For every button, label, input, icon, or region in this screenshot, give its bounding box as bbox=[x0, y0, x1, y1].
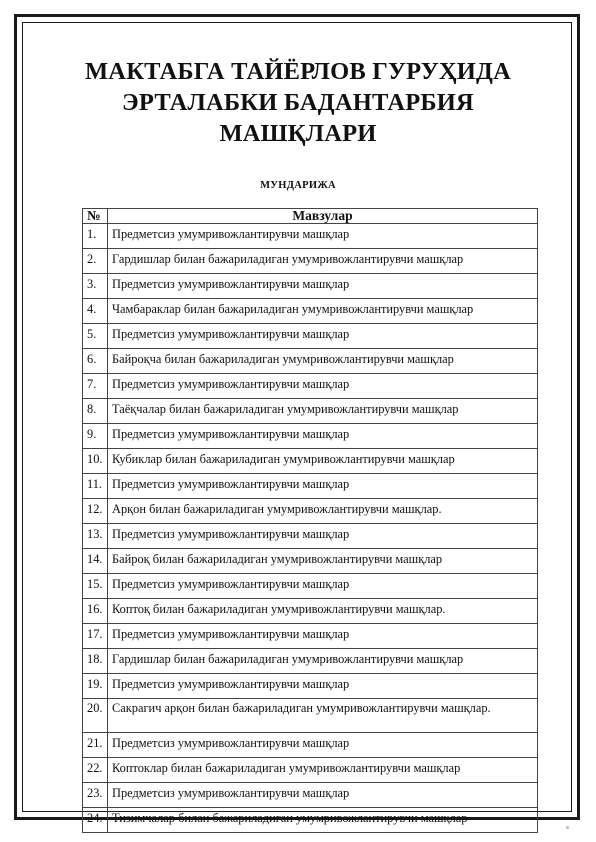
table-row bbox=[83, 274, 538, 299]
row-number: 3. bbox=[83, 274, 108, 299]
table-row bbox=[83, 474, 538, 499]
row-topic: Байроқча билан бажариладиган умумривожлантирувчи машқлар bbox=[108, 349, 538, 374]
row-topic: Таёқчалар билан бажариладиган умумривожлантирувчи машқлар bbox=[108, 399, 538, 424]
row-number: 24. bbox=[83, 808, 108, 833]
row-number: 11. bbox=[83, 474, 108, 499]
row-topic: Чамбараклар билан бажариладиган умумривожлантирувчи машқлар bbox=[108, 299, 538, 324]
table-row bbox=[83, 524, 538, 549]
row-topic: Предметсиз умумривожлантирувчи машқлар bbox=[108, 524, 538, 549]
row-topic: Предметсиз умумривожлантирувчи машқлар bbox=[108, 224, 538, 249]
row-topic: Предметсиз умумривожлантирувчи машқлар bbox=[108, 424, 538, 449]
row-topic: Гардишлар билан бажариладиган умумривожлантирувчи машқлар bbox=[108, 649, 538, 674]
table-header-row bbox=[83, 209, 538, 224]
row-number: 13. bbox=[83, 524, 108, 549]
table-row bbox=[83, 549, 538, 574]
table-row bbox=[83, 783, 538, 808]
table-row bbox=[83, 574, 538, 599]
row-topic: Предметсиз умумривожлантирувчи машқлар bbox=[108, 374, 538, 399]
row-number: 2. bbox=[83, 249, 108, 274]
table-row bbox=[83, 349, 538, 374]
row-number: 12. bbox=[83, 499, 108, 524]
row-topic: Предметсиз умумривожлантирувчи машқлар bbox=[108, 674, 538, 699]
page-mark bbox=[566, 826, 569, 829]
table-body bbox=[83, 224, 538, 833]
row-topic: Тизимчалар билан бажариладиган умумривожлантирувчи машқлар bbox=[108, 808, 538, 833]
table-row bbox=[83, 374, 538, 399]
row-topic: Предметсиз умумривожлантирувчи машқлар bbox=[108, 733, 538, 758]
row-number: 15. bbox=[83, 574, 108, 599]
row-number: 23. bbox=[83, 783, 108, 808]
document-title bbox=[60, 56, 536, 149]
table-row bbox=[83, 399, 538, 424]
table-row bbox=[83, 624, 538, 649]
row-number: 4. bbox=[83, 299, 108, 324]
row-number: 10. bbox=[83, 449, 108, 474]
row-number: 19. bbox=[83, 674, 108, 699]
row-topic: Предметсиз умумривожлантирувчи машқлар bbox=[108, 574, 538, 599]
table-row bbox=[83, 299, 538, 324]
row-topic: Байроқ билан бажариладиган умумривожлантирувчи машқлар bbox=[108, 549, 538, 574]
row-topic: Сакрагич арқон билан бажариладиган умумривожлантирувчи машқлар. bbox=[108, 699, 538, 733]
table-row bbox=[83, 808, 538, 833]
row-topic: Предметсиз умумривожлантирувчи машқлар bbox=[108, 474, 538, 499]
row-number: 20. bbox=[83, 699, 108, 733]
table-row bbox=[83, 599, 538, 624]
table-row bbox=[83, 649, 538, 674]
row-topic: Предметсиз умумривожлантирувчи машқлар bbox=[108, 274, 538, 299]
row-number: 6. bbox=[83, 349, 108, 374]
row-number: 17. bbox=[83, 624, 108, 649]
row-number: 7. bbox=[83, 374, 108, 399]
table-row bbox=[83, 733, 538, 758]
row-topic: Кубиклар билан бажариладиган умумривожлантирувчи машқлар bbox=[108, 449, 538, 474]
title-line-3: МАШҚЛАРИ bbox=[219, 120, 377, 147]
table-row bbox=[83, 424, 538, 449]
row-topic: Арқон билан бажариладиган умумривожлантирувчи машқлар. bbox=[108, 499, 538, 524]
row-number: 14. bbox=[83, 549, 108, 574]
row-topic: Предметсиз умумривожлантирувчи машқлар bbox=[108, 783, 538, 808]
row-number: 21. bbox=[83, 733, 108, 758]
row-topic: Коптоқ билан бажариладиган умумривожлантирувчи машқлар. bbox=[108, 599, 538, 624]
contents-table bbox=[82, 208, 538, 833]
table-row bbox=[83, 449, 538, 474]
title-line-2: ЭРТАЛАБКИ БАДАНТАРБИЯ bbox=[122, 89, 474, 116]
row-number: 5. bbox=[83, 324, 108, 349]
row-number: 18. bbox=[83, 649, 108, 674]
table-row bbox=[83, 699, 538, 733]
title-line-1: МАКТАБГА ТАЙЁРЛОВ ГУРУҲИДА bbox=[84, 58, 512, 85]
row-topic: Коптоклар билан бажариладиган умумривожлантирувчи машқлар bbox=[108, 758, 538, 783]
table-row bbox=[83, 499, 538, 524]
row-number: 16. bbox=[83, 599, 108, 624]
row-number: 1. bbox=[83, 224, 108, 249]
table-row bbox=[83, 224, 538, 249]
table-row bbox=[83, 674, 538, 699]
row-number: 22. bbox=[83, 758, 108, 783]
contents-heading: МУНДАРИЖА bbox=[260, 180, 336, 191]
topic-column-header: Мавзулар bbox=[108, 209, 538, 224]
table-row bbox=[83, 249, 538, 274]
number-column-header: № bbox=[83, 209, 108, 224]
row-number: 8. bbox=[83, 399, 108, 424]
row-number: 9. bbox=[83, 424, 108, 449]
row-topic: Предметсиз умумривожлантирувчи машқлар bbox=[108, 324, 538, 349]
table-row bbox=[83, 324, 538, 349]
row-topic: Предметсиз умумривожлантирувчи машқлар bbox=[108, 624, 538, 649]
row-topic: Гардишлар билан бажариладиган умумривожлантирувчи машқлар bbox=[108, 249, 538, 274]
table-row bbox=[83, 758, 538, 783]
